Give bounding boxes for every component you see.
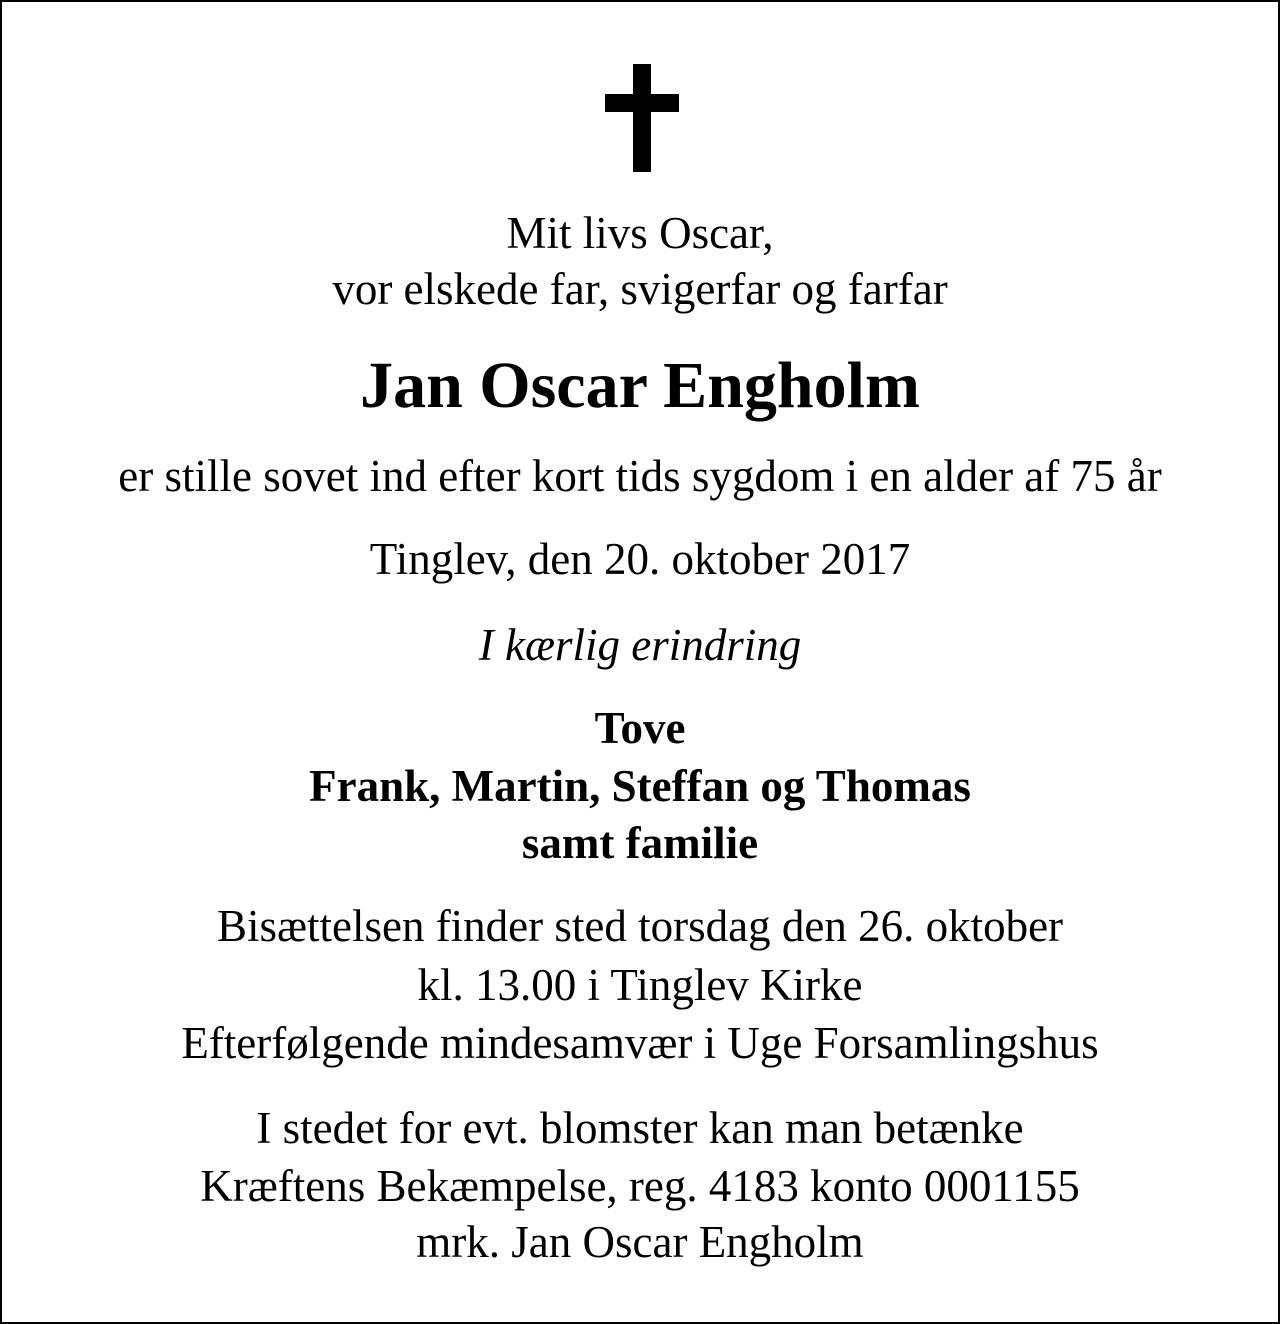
donation-line-1: I stedet for evt. blomster kan man betænke [256,1103,1024,1153]
place-and-date: Tinglev, den 20. oktober 2017 [369,534,911,584]
latin-cross-icon [605,64,679,172]
mourner-line-2: Frank, Martin, Steffan og Thomas [309,761,971,811]
deceased-name: Jan Oscar Engholm [360,349,920,422]
dedication-line-2: vor elskede far, svigerfar og farfar [332,264,948,314]
donation-line-3: mrk. Jan Oscar Engholm [416,1217,864,1267]
dedication-line-1: Mit livs Oscar, [506,208,774,258]
funeral-line-3: Efterfølgende mindesamvær i Uge Forsamlingshus [181,1018,1099,1068]
mourner-line-1: Tove [594,703,686,753]
mourner-line-3: samt familie [521,818,759,868]
death-announcement: er stille sovet ind efter kort tids sygdom i en alder af 75 år [118,451,1162,501]
donation-line-2: Kræftens Bekæmpelse, reg. 4183 konto 0001155 [200,1161,1080,1211]
remembrance-line: I kærlig erindring [478,620,802,670]
funeral-line-2: kl. 13.00 i Tinglev Kirke [417,960,863,1010]
funeral-line-1: Bisættelsen finder sted torsdag den 26. oktober [216,901,1064,951]
